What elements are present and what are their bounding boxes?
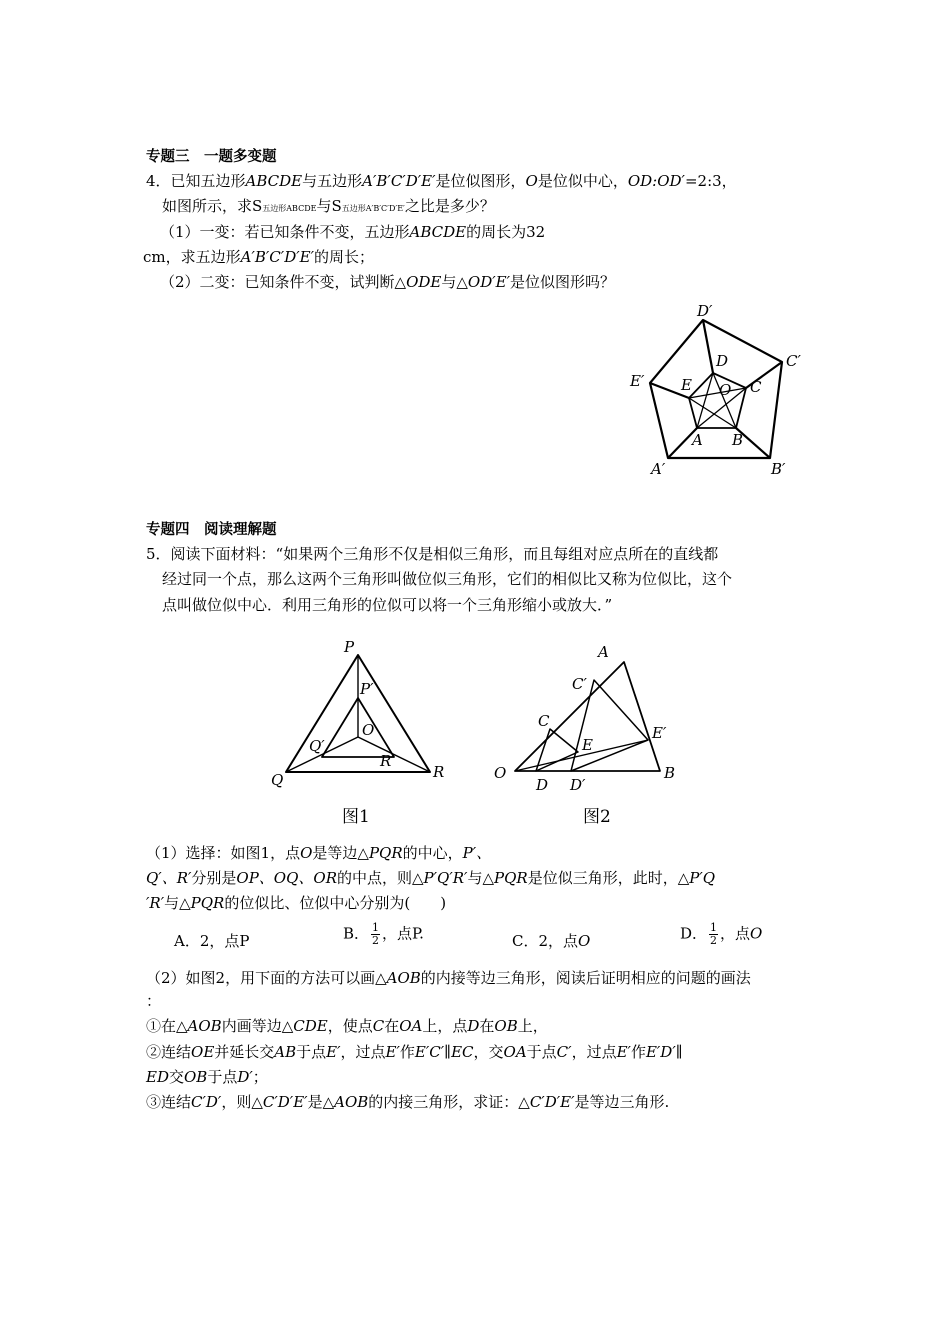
figure1 <box>265 632 455 797</box>
step3: ③连结C′D′，则△C′D′E′是△AOB的内接三角形，求证：△C′D′E′是等边三角形. <box>146 1093 670 1111</box>
q5-line2: 经过同一个点，那么这两个三角形叫做位似三角形，它们的相似比又称为位似比，这个 <box>162 570 733 588</box>
p1-line2: Q′、R′分别是OP、OQ、OR的中点，则△P′Q′R′与△PQR是位似三角形，此时，△P′Q <box>146 869 716 887</box>
fig2-label-D-prime: D′ <box>570 776 586 794</box>
fig2-caption: 图2 <box>583 807 611 827</box>
label-E-prime: E′ <box>630 372 645 390</box>
fig2-label-E: E <box>582 736 593 754</box>
fig1-label-R: R <box>433 763 445 781</box>
outer-pentagon <box>650 320 782 458</box>
pentagon-figure <box>615 295 815 480</box>
fig2-label-C-prime: C′ <box>572 675 587 693</box>
label-O: O <box>719 381 732 399</box>
label-E: E <box>681 376 692 394</box>
q4-part2: （2）二变：已知条件不变，试判断△ODE与△OD′E′是位似图形吗？ <box>160 273 616 291</box>
q4-part1-line1: （1）一变：若已知条件不变，五边形ABCDE的周长为32 <box>160 223 546 241</box>
figure2 <box>490 640 690 800</box>
fig1-label-R-prime: R′ <box>380 752 395 770</box>
fig2-label-C: C <box>538 712 550 730</box>
option-a: A．2，点P <box>174 932 250 950</box>
inner-pentagon <box>689 373 746 428</box>
label-C-prime: C′ <box>786 352 801 370</box>
fig1-caption: 图1 <box>342 807 370 827</box>
p1-line3: ′R′与△PQR的位似比、位似中心分别为( ) <box>146 894 447 912</box>
fig1-label-P: P <box>344 638 355 656</box>
fig1-label-O: O <box>362 721 375 739</box>
fig2-label-O: O <box>494 764 507 782</box>
fig2-label-A: A <box>598 643 609 661</box>
fig1-label-Q-prime: Q′ <box>309 737 325 755</box>
p1-line1: （1）选择：如图1，点O是等边△PQR的中心，P′、 <box>146 844 492 862</box>
step1: ①在△AOB内画等边△CDE，使点C在OA上，点D在OB上， <box>146 1017 548 1035</box>
q4-line1: 4．已知五边形ABCDE与五边形A′B′C′D′E′是位似图形，O是位似中心，OD:OD′=2:3， <box>146 172 737 190</box>
label-C: C <box>750 378 762 396</box>
option-c: C．2，点O <box>512 932 591 950</box>
label-B: B <box>732 431 744 449</box>
step2-line1: ②连结OE并延长交AB于点E′，过点E′作E′C′∥EC，交OA于点C′，过点E′作E′D′∥ <box>146 1043 683 1061</box>
q5-line3: 点叫做位似中心．利用三角形的位似可以将一个三角形缩小或放大．” <box>162 596 613 614</box>
triangle-CDE-prime <box>571 680 648 771</box>
q4-part1-line2: cm，求五边形A′B′C′D′E′的周长； <box>143 248 374 266</box>
label-D: D <box>716 352 729 370</box>
step2-line2: ED交OB于点D′； <box>146 1068 268 1086</box>
label-A: A <box>692 431 703 449</box>
label-A-prime: A′ <box>651 460 666 478</box>
fig2-label-B: B <box>664 764 676 782</box>
p2-line1: （2）如图2，用下面的方法可以画△AOB的内接等边三角形，阅读后证明相应的问题的画法 <box>146 969 751 987</box>
fig1-label-P-prime: P′ <box>360 680 374 698</box>
q4-line2: 如图所示，求S五边形ABCDE与S五边形A′B′C′D′E′之比是多少？ <box>162 197 495 215</box>
option-d: D． $\frac{1}{2}$ ，点O <box>680 921 763 947</box>
label-B-prime: B′ <box>771 460 786 478</box>
section4-heading: 专题四 阅读理解题 <box>146 522 277 538</box>
p2-line2: ： <box>146 992 162 1010</box>
q5-line1: 5．阅读下面材料：“如果两个三角形不仅是相似三角形，而且每组对应点所在的直线都 <box>146 545 719 563</box>
fig2-label-D: D <box>536 776 549 794</box>
fig2-label-E-prime: E′ <box>652 724 667 742</box>
fig1-label-Q: Q <box>271 771 284 789</box>
option-b: B． $\frac{1}{2}$ ，点P. <box>343 921 424 947</box>
label-D-prime: D′ <box>697 302 713 320</box>
section3-heading: 专题三 一题多变题 <box>146 149 277 165</box>
